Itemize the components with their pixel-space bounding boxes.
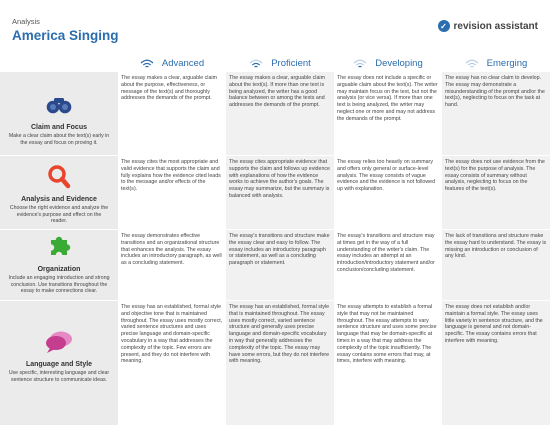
criterion-description: Make a clear claim about the text(s) early in the essay and focus on proving it. [8,133,110,146]
level-emerging [442,48,550,72]
rubric-row-organization [0,230,550,300]
criterion-description: Include an engaging introduction and strong conclusion. Use transitions throughout the essay to make connections clear. [8,275,110,295]
header [0,0,550,48]
rubric-cell: The essay makes a clear, arguable claim about the text(s). If more than one text is being analyzed, the writer has a good balance between or among the texts and addresses the demands of the prompt. [226,72,334,155]
signal-high-icon [249,59,263,69]
level-label: Advanced [161,58,205,69]
criterion-name: Analysis and Evidence [21,196,97,203]
rubric-cell: The essay demonstrates effective transitions and an organizational structure that enhances the analysis. The essay includes an introductory paragraph, as well as a concluding statement. [121,233,222,267]
level-proficient [226,48,334,72]
brand-logo-icon: ✓ [438,20,450,32]
rubric-cell: The essay has an established, formal style that is maintained throughout. The essay uses mostly correct, varied sentence structure and generally uses precise language and domain-specific vocabulary in way that generally addresses the complexity of the topic. The essay may have some errors, but they do not interfere with meaning. [226,301,334,425]
rubric-cell: The essay's transitions and structure may at times get in the way of a full understanding of the writer's claim. The essay includes an attempt at an introduction/introductory statement and/or conclusion/concluding statement. [337,233,435,273]
criterion-name: Organization [37,266,81,273]
rubric-cell: The lack of transitions and structure make the essay hard to understand. The essay is missing an introduction or conclusion of any kind. [442,230,550,300]
criterion-claim [0,72,118,155]
rubric-cell: The essay does not establish and/or maintain a formal style. The essay uses little variety in sentence structure, and the language is general and not domain-specific. The essay contains errors that interfere with meaning. [442,301,550,425]
rubric-cell: The essay's transitions and structure make the essay clear and easy to follow. The essay includes an introductory paragraph or statement, as well as a concluding paragraph or statement. [226,230,334,300]
signal-full-icon [140,59,154,69]
puzzle-icon [47,232,71,262]
speech-bubbles-icon [44,327,74,357]
rubric-cell: The essay does not include a specific or arguable claim about the text(s). The writer may maintain focus on the text, but not the analysis (or vice versa). If more than one text is being analyzed, the writer may neglect one or more and may not address the demands of the prompt. [337,75,438,122]
rubric-cell: The essay makes a clear, arguable claim about the purpose, effectiveness, or message of the text(s) and thoroughly addresses the demands of the prompt. [121,75,217,102]
magnifier-icon [47,162,71,192]
level-label: Emerging [486,58,528,69]
rubric-cell: The essay cites appropriate evidence that supports the claim and follows up evidence with explanations of how the evidence works to achieve the author's goals. The essay may summarize, but the summary is balanced with analysis. [226,156,334,229]
level-developing [334,48,442,72]
rubric-cell: The essay does not use evidence from the text(s) for the purpose of analysis. The essay consists of summary without analysis, neglecting to focus on the features of the text(s). [442,156,550,229]
signal-medium-icon [353,59,367,69]
rubric-cell: The essay relies too heavily on summary and offers only general or surface-level analysis. The essay consists of vague evidence and the evidence is not followed up with explanation. [337,159,436,193]
level-header-row [118,48,550,72]
brand[interactable] [438,20,538,32]
criterion-name: Claim and Focus [30,124,87,131]
brand-name: revision assistant [453,20,538,32]
rubric-row-claim [0,72,550,155]
level-label: Proficient [271,58,311,69]
level-label: Developing [375,58,423,69]
criterion-description: Use specific, interesting language and clear sentence structure to communicate ideas. [8,370,110,383]
rubric-cell: The essay has no clear claim to develop. The essay may demonstrate a misunderstanding of the prompt and/or the text(s), neglecting to focus on the task at hand. [442,72,550,155]
binoculars-icon [46,90,72,120]
page-title: America Singing [12,28,119,43]
rubric-row-analysis [0,156,550,229]
criterion-description: Choose the right evidence and analyze the evidence's purpose and effect on the reader. [9,205,109,225]
criterion-analysis [0,156,118,229]
rubric-cell: The essay cites the most appropriate and valid evidence that supports the claim and fully explains how the evidence cited leads to the message and/or effects of the text(s). [121,159,221,193]
rubric-cell: The essay attempts to establish a formal style that may not be maintained throughout. The essay attempts to vary sentence structure and uses some precise language that may be domain-specific at times in a way that may address the complexity of the topic insufficiently. The essay contains some errors that may, at times, interfere with meaning. [337,304,437,365]
signal-low-icon [465,59,479,69]
criterion-organization [0,230,118,300]
level-advanced [118,48,226,72]
rubric-row-language [0,301,550,425]
criterion-name: Language and Style [25,361,93,368]
criterion-language [0,301,118,425]
page-kicker: Analysis [12,17,40,26]
rubric-cell: The essay has an established, formal style and objective tone that is maintained throughout. The essay uses mostly correct, varied sentence structures and uses precise language and domain-specific vocabulary in a way that addresses the complexity of the topic. Few errors are present, and they do not interfere with meaning. [121,304,223,365]
